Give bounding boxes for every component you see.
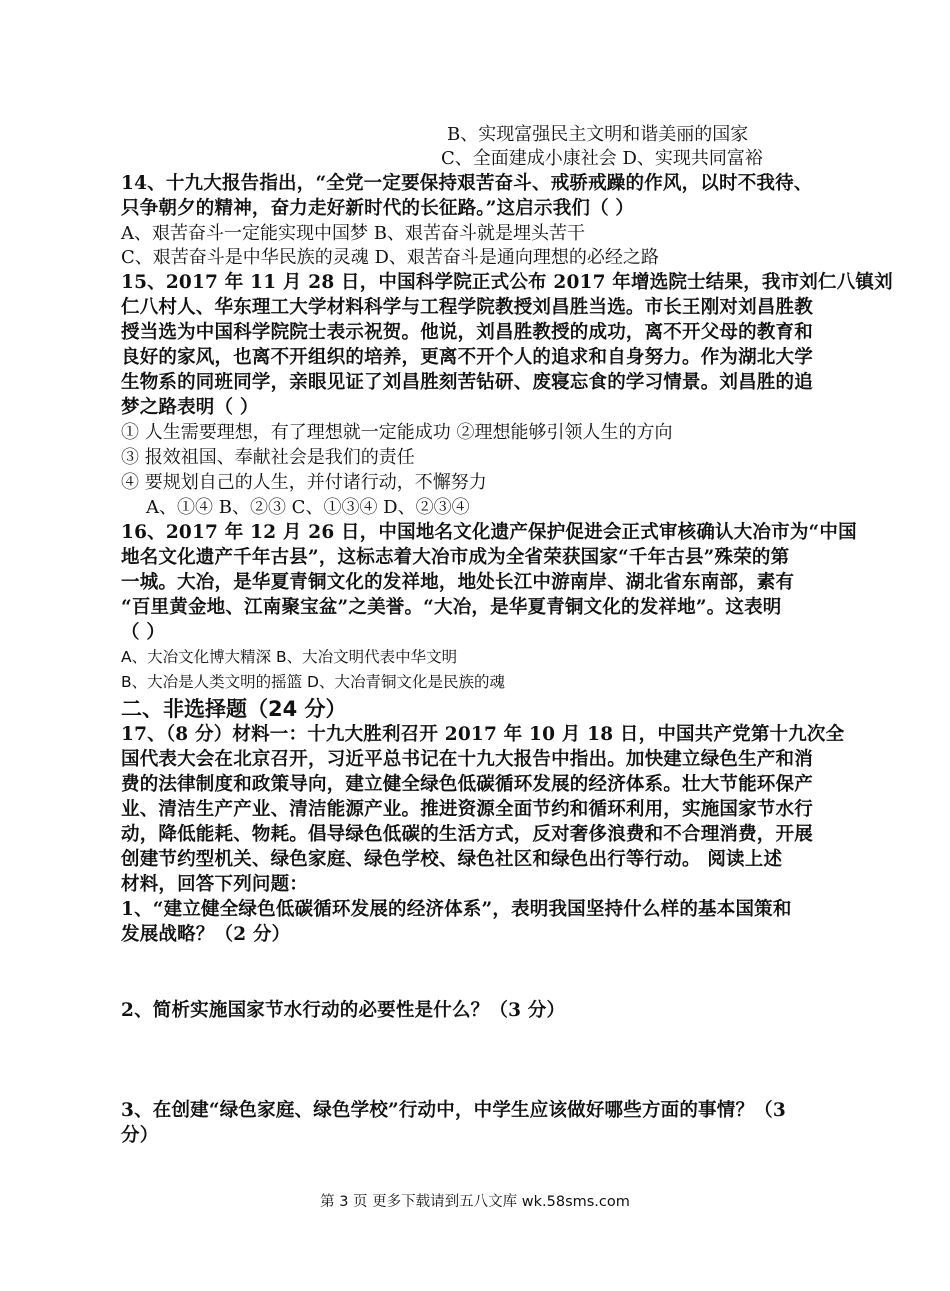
- q13-option-cd: C、全面建成小康社会 D、实现共同富裕: [441, 148, 763, 169]
- q16-stem-line: 一城。大冶，是华夏青铜文化的发祥地，地处长江中游南岸、湖北省东南部，素有: [121, 572, 795, 593]
- q15-statement: ① 人生需要理想，有了理想就一定能成功 ②理想能够引领人生的方向: [121, 422, 673, 443]
- q17-material-line: 17、（8 分）材料一：十九大胜利召开 2017 年 10 月 18 日，中国共产党第十九次全: [121, 724, 845, 745]
- q14-options-line: A、艰苦奋斗一定能实现中国梦 B、艰苦奋斗就是埋头苦干: [121, 223, 585, 244]
- q14-options-line: C、艰苦奋斗是中华民族的灵魂 D、艰苦奋斗是通向理想的必经之路: [121, 247, 659, 268]
- q16-options-line: A、大冶文化博大精深 B、大冶文明代表中华文明: [121, 648, 458, 666]
- q17-material-line: 业、清洁生产产业、清洁能源产业。推进资源全面节约和循环利用，实施国家节水行: [121, 799, 813, 820]
- q17-material-line: 动，降低能耗、物耗。倡导绿色低碳的生活方式，反对奢侈浪费和不合理消费，开展: [121, 824, 813, 845]
- q17-sub-question-3: 分）: [121, 1125, 159, 1146]
- q15-stem-line: 生物系的同班同学，亲眼见证了刘昌胜刻苦钻研、废寝忘食的学习情景。刘昌胜的追: [121, 372, 813, 393]
- q15-stem-line: 15、2017 年 11 月 28 日，中国科学院正式公布 2017 年增选院士结果，我市刘仁八镇刘: [121, 272, 893, 293]
- q17-sub-question-1: 1、“建立健全绿色低碳循环发展的经济体系”，表明我国坚持什么样的基本国策和: [121, 899, 792, 920]
- q15-stem-line: 梦之路表明（ ）: [121, 397, 259, 418]
- q15-options-line: A、①④ B、②③ C、①③④ D、②③④: [146, 497, 470, 518]
- q16-stem-line: 地名文化遗产千年古县”，这标志着大冶市成为全省荣获国家“千年古县”殊荣的第: [121, 547, 790, 568]
- q17-sub-question-1: 发展战略？（2 分）: [121, 924, 291, 945]
- q16-stem-line: “百里黄金地、江南聚宝盆”之美誉。“大冶，是华夏青铜文化的发祥地”。这表明: [121, 597, 782, 618]
- q13-option-b: B、实现富强民主文明和谐美丽的国家: [447, 124, 749, 145]
- q17-material-line: 国代表大会在北京召开，习近平总书记在十九大报告中指出。加快建立绿色生产和消: [121, 749, 813, 770]
- q17-material-line: 费的法律制度和政策导向，建立健全绿色低碳循环发展的经济体系。壮大节能环保产: [121, 774, 813, 795]
- q17-material-line: 创建节约型机关、绿色家庭、绿色学校、绿色社区和绿色出行等行动。 阅读上述: [121, 849, 783, 870]
- q16-stem-line: 16、2017 年 12 月 26 日，中国地名文化遗产保护促进会正式审核确认大冶市为“中国: [121, 522, 857, 543]
- q16-options-line: B、大冶是人类文明的摇篮 D、大冶青铜文化是民族的魂: [121, 673, 505, 691]
- q15-statement: ③ 报效祖国、奉献社会是我们的责任: [121, 447, 415, 468]
- q15-stem-line: 良好的家风，也离不开组织的培养，更离不开个人的追求和自身努力。作为湖北大学: [121, 347, 813, 368]
- section-heading: 二、非选择题（24 分）: [121, 697, 347, 721]
- q14-stem-line: 只争朝夕的精神，奋力走好新时代的长征路。”这启示我们（ ）: [121, 198, 635, 219]
- q17-material-line: 材料，回答下列问题：: [121, 874, 309, 895]
- q17-sub-question-3: 3、在创建“绿色家庭、绿色学校”行动中，中学生应该做好哪些方面的事情？（3: [121, 1100, 786, 1121]
- q17-sub-question-2: 2、简析实施国家节水行动的必要性是什么？（3 分）: [121, 1000, 566, 1021]
- q16-stem-line: （ ）: [121, 622, 166, 643]
- q14-stem-line: 14、十九大报告指出，“全党一定要保持艰苦奋斗、戒骄戒躁的作风，以时不我待、: [121, 173, 813, 194]
- page-footer: 第 3 页 更多下载请到五八文库 wk.58sms.com: [320, 1194, 630, 1210]
- q15-statement: ④ 要规划自己的人生，并付诸行动，不懈努力: [121, 472, 487, 493]
- q15-stem-line: 授当选为中国科学院院士表示祝贺。他说，刘昌胜教授的成功，离不开父母的教育和: [121, 322, 813, 343]
- q15-stem-line: 仁八村人、华东理工大学材料科学与工程学院教授刘昌胜当选。市长王刚对刘昌胜教: [121, 297, 813, 318]
